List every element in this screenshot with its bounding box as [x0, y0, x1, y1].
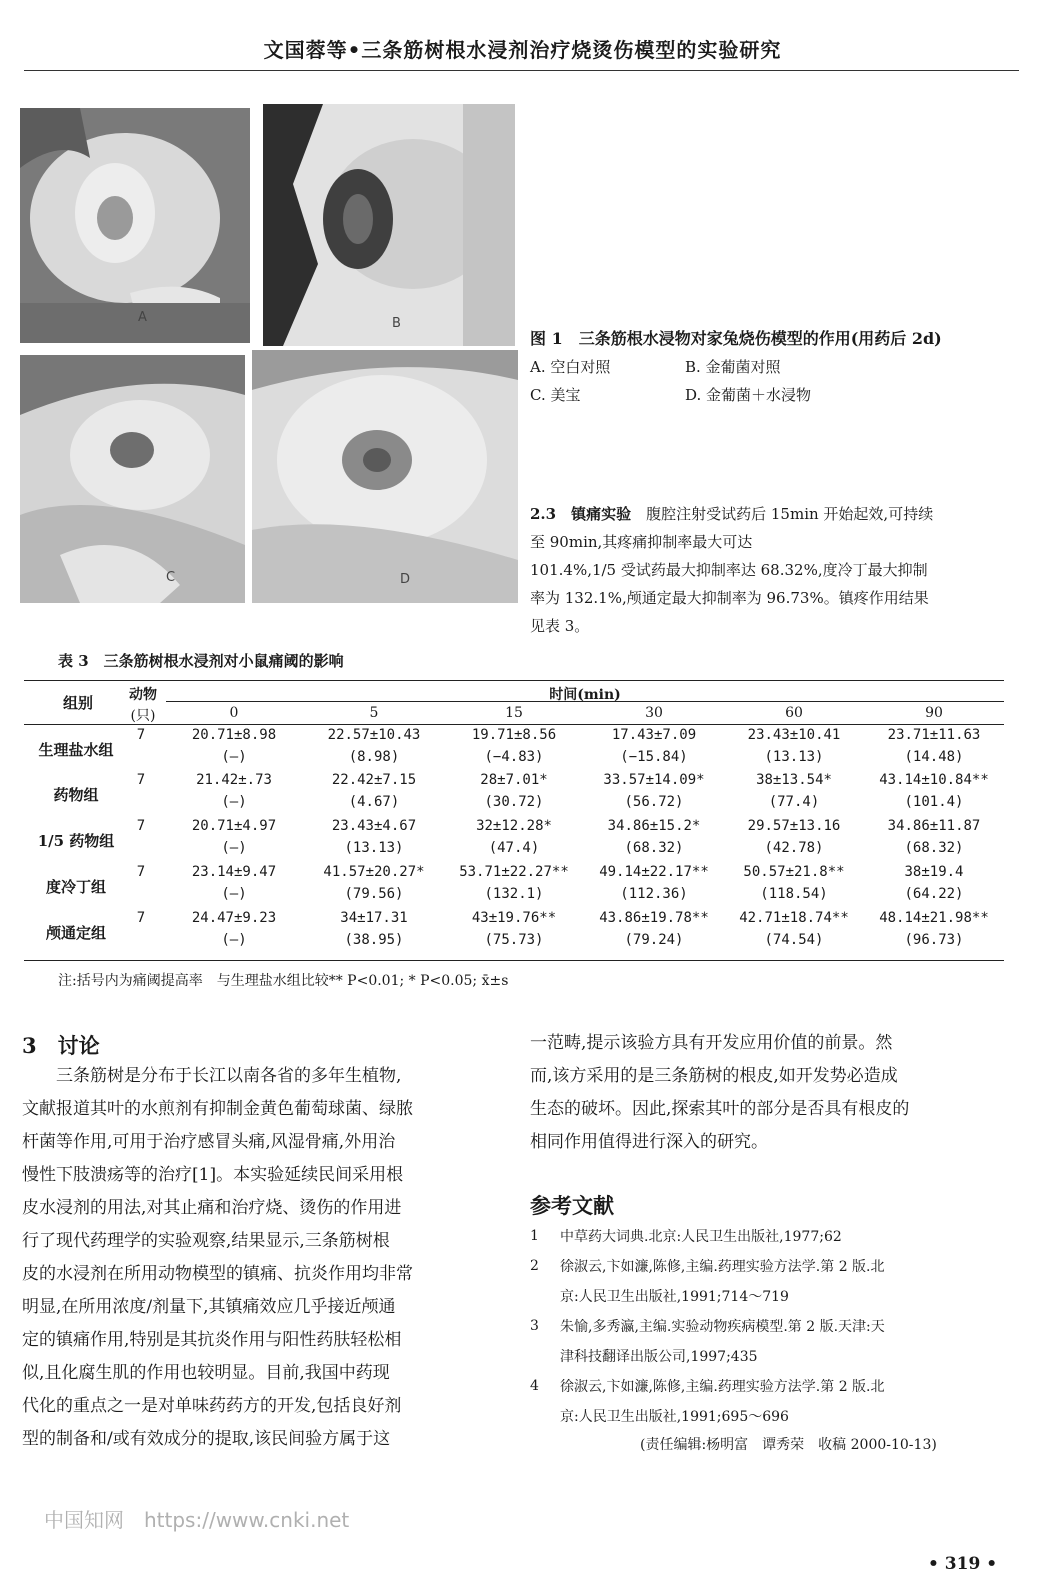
- group-label: 1/5 药物组: [37, 832, 115, 850]
- pain-threshold-rate-cell: (68.32): [904, 840, 964, 856]
- pain-threshold-rate-cell: (14.48): [904, 749, 964, 765]
- mean-sd-cell: 22.57±10.43: [327, 727, 421, 743]
- pain-threshold-rate-cell: (−4.83): [484, 749, 544, 765]
- mean-sd-cell: 23.43±10.41: [747, 727, 841, 743]
- mean-sd-cell: 38±13.54*: [756, 772, 832, 788]
- editor-line: (责任编辑:杨明富 谭秀荣 收稿 2000-10-13): [640, 1437, 937, 1453]
- table-header-group: 组别: [62, 694, 93, 712]
- mean-sd-cell: 23.14±9.47: [191, 864, 277, 880]
- text-line: 生态的破坏。因此,探索其叶的部分是否具有根皮的: [530, 1099, 910, 1119]
- reference-line: 徐淑云,卞如濂,陈修,主编.药理实验方法学.第 2 版.北: [560, 1379, 885, 1395]
- mean-sd-cell: 50.57±21.8**: [743, 864, 845, 880]
- mean-sd-cell: 38±19.4: [904, 864, 964, 880]
- mean-sd-cell: 22.42±7.15: [331, 772, 417, 788]
- mean-sd-cell: 33.57±14.09*: [603, 772, 705, 788]
- table-top-rule: [24, 680, 1004, 681]
- table-header-rule: [24, 724, 1004, 725]
- text-line: 皮的水浸剂在所用动物模型的镇痛、抗炎作用均非常: [22, 1264, 413, 1284]
- mean-sd-cell: 19.71±8.56: [471, 727, 557, 743]
- mean-sd-cell: 28±7.01*: [480, 772, 548, 788]
- pain-threshold-rate-cell: (47.4): [488, 840, 540, 856]
- photo-panel-d: [252, 350, 518, 603]
- page-number: • 319 •: [928, 1554, 998, 1574]
- text-line: 型的制备和/或有效成分的提取,该民间验方属于这: [22, 1429, 391, 1449]
- pain-threshold-rate-cell: (56.72): [624, 794, 684, 810]
- text-line: 三条筋树是分布于长江以南各省的多年生植物,: [22, 1066, 402, 1086]
- pain-threshold-rate-cell: (8.98): [348, 749, 400, 765]
- time-point-header: 60: [785, 705, 803, 721]
- pain-threshold-rate-cell: (112.36): [620, 886, 688, 902]
- photo-panel-c: [20, 355, 245, 603]
- pain-threshold-rate-cell: (42.78): [764, 840, 824, 856]
- text-line: 相同作用值得进行深入的研究。: [530, 1132, 768, 1152]
- pain-threshold-rate-cell: (−15.84): [620, 749, 688, 765]
- table-header-animals-unit: (只): [130, 708, 156, 724]
- text-line: 代化的重点之一是对单味药药方的开发,包括良好剂: [22, 1396, 402, 1416]
- mean-sd-cell: 43.86±19.78**: [599, 910, 709, 926]
- mean-sd-cell: 48.14±21.98**: [879, 910, 989, 926]
- pain-threshold-rate-cell: (30.72): [484, 794, 544, 810]
- pain-threshold-rate-cell: (79.24): [624, 932, 684, 948]
- time-point-header: 30: [645, 705, 663, 721]
- mean-sd-cell: 42.71±18.74**: [739, 910, 849, 926]
- text-line: 定的镇痛作用,特别是其抗炎作用与阳性药肤轻松相: [22, 1330, 402, 1350]
- reference-line: 京:人民卫生出版社,1991;695～696: [560, 1409, 789, 1425]
- reference-item: [560, 1312, 885, 1372]
- section-3-heading: 3 讨论: [22, 1033, 100, 1058]
- text-line: 腹腔注射受试药后 15min 开始起效,可持续: [646, 505, 934, 523]
- pain-threshold-rate-cell: (—): [221, 794, 247, 810]
- legend-item: C. 美宝: [530, 386, 581, 404]
- text-line: 文献报道其叶的水煎剂有抑制金黄色葡萄球菌、绿脓: [22, 1099, 413, 1119]
- reference-number: 2: [530, 1258, 539, 1274]
- mean-sd-cell: 17.43±7.09: [611, 727, 697, 743]
- section-2-3: [530, 500, 1025, 640]
- text-line: 一范畴,提示该验方具有开发应用价值的前景。然: [530, 1033, 893, 1053]
- pain-threshold-rate-cell: (—): [221, 840, 247, 856]
- time-point-header: 0: [229, 705, 239, 721]
- mean-sd-cell: 53.71±22.27**: [459, 864, 569, 880]
- mean-sd-cell: 21.42±.73: [196, 772, 272, 788]
- pain-threshold-rate-cell: (96.73): [904, 932, 964, 948]
- cnki-watermark: 中国知网 https://www.cnki.net: [44, 1508, 350, 1532]
- mean-sd-cell: 34±17.31: [340, 910, 408, 926]
- mean-sd-cell: 29.57±13.16: [747, 818, 841, 834]
- mean-sd-cell: 24.47±9.23: [191, 910, 277, 926]
- mean-sd-cell: 34.86±11.87: [887, 818, 981, 834]
- pain-threshold-rate-cell: (74.54): [764, 932, 824, 948]
- mean-sd-cell: 34.86±15.2*: [607, 818, 701, 834]
- pain-threshold-rate-cell: (101.4): [904, 794, 964, 810]
- animal-count-cell: 7: [136, 910, 146, 926]
- figure-caption: 图 1 三条筋根水浸物对家兔烧伤模型的作用(用药后 2d): [530, 329, 942, 348]
- pain-threshold-rate-cell: (—): [221, 749, 247, 765]
- reference-item: [560, 1222, 842, 1252]
- text-line: 慢性下肢溃疡等的治疗[1]。本实验延续民间采用根: [22, 1165, 404, 1185]
- running-head: 文国蓉等•三条筋树根水浸剂治疗烧烫伤模型的实验研究: [263, 38, 782, 62]
- text-line: 杆菌等作用,可用于治疗感冒头痛,风湿骨痛,外用治: [22, 1132, 396, 1152]
- reference-number: 1: [530, 1228, 539, 1244]
- table-bottom-rule: [24, 960, 1004, 961]
- pain-threshold-rate-cell: (—): [221, 886, 247, 902]
- time-point-header: 5: [369, 705, 379, 721]
- panel-letter-c: C: [166, 570, 176, 585]
- time-point-header: 90: [925, 705, 943, 721]
- reference-line: 徐淑云,卞如濂,陈修,主编.药理实验方法学.第 2 版.北: [560, 1259, 885, 1275]
- table-header-time: 时间(min): [549, 687, 621, 703]
- discussion-left-column: [22, 1060, 508, 1456]
- group-label: 生理盐水组: [38, 741, 114, 759]
- reference-number: 3: [530, 1318, 539, 1334]
- mean-sd-cell: 43±19.76**: [471, 910, 557, 926]
- mean-sd-cell: 20.71±4.97: [191, 818, 277, 834]
- text-line: 行了现代药理学的实验观察,结果显示,三条筋树根: [22, 1231, 390, 1251]
- mean-sd-cell: 43.14±10.84**: [879, 772, 989, 788]
- discussion-right-column: [530, 1027, 1022, 1159]
- table-header-animals: 动物: [129, 687, 157, 703]
- reference-number: 4: [530, 1378, 539, 1394]
- table-title: 表 3 三条筋树根水浸剂对小鼠痛阈的影响: [58, 652, 344, 670]
- section-2-3-heading: 2.3 镇痛实验: [530, 505, 632, 523]
- mean-sd-cell: 23.71±11.63: [887, 727, 981, 743]
- pain-threshold-rate-cell: (13.13): [344, 840, 404, 856]
- pain-threshold-rate-cell: (68.32): [624, 840, 684, 856]
- reference-line: 京:人民卫生出版社,1991;714～719: [560, 1289, 789, 1305]
- pain-threshold-rate-cell: (—): [221, 932, 247, 948]
- pain-threshold-rate-cell: (77.4): [768, 794, 820, 810]
- mean-sd-cell: 23.43±4.67: [331, 818, 417, 834]
- mean-sd-cell: 20.71±8.98: [191, 727, 277, 743]
- mean-sd-cell: 32±12.28*: [476, 818, 552, 834]
- animal-count-cell: 7: [136, 772, 146, 788]
- references-heading: 参考文献: [530, 1193, 614, 1218]
- text-line: 见表 3。: [530, 617, 590, 635]
- reference-item: [560, 1372, 885, 1432]
- text-line: 似,且化腐生肌的作用也较明显。目前,我国中药现: [22, 1363, 390, 1383]
- reference-line: 朱愉,多秀瀛,主编.实验动物疾病模型.第 2 版.天津:天: [560, 1319, 885, 1335]
- reference-line: 津科技翻译出版公司,1997;435: [560, 1349, 758, 1365]
- panel-letter-a: A: [138, 310, 147, 325]
- panel-letter-b: B: [392, 316, 401, 331]
- reference-line: 中草药大词典.北京:人民卫生出版社,1977;62: [560, 1229, 842, 1245]
- group-label: 颅通定组: [45, 924, 106, 942]
- group-label: 药物组: [53, 786, 99, 804]
- header-rule: [24, 70, 1019, 71]
- photo-panel-a: [20, 108, 250, 343]
- reference-item: [560, 1252, 885, 1312]
- legend-item: D. 金葡菌＋水浸物: [685, 386, 812, 404]
- text-line: 皮水浸剂的用法,对其止痛和治疗烧、烫伤的作用进: [22, 1198, 402, 1218]
- group-label: 度冷丁组: [45, 878, 106, 896]
- photo-panel-b: [263, 104, 515, 346]
- table-note: 注:括号内为痛阈提高率 与生理盐水组比较** P<0.01; * P<0.05; x̄±s: [58, 973, 509, 989]
- pain-threshold-rate-cell: (64.22): [904, 886, 964, 902]
- animal-count-cell: 7: [136, 864, 146, 880]
- time-point-header: 15: [505, 705, 523, 721]
- pain-threshold-rate-cell: (132.1): [484, 886, 544, 902]
- text-line: 率为 132.1%,颅通定最大抑制率为 96.73%。镇疼作用结果: [530, 589, 929, 607]
- pain-threshold-rate-cell: (4.67): [348, 794, 400, 810]
- animal-count-cell: 7: [136, 727, 146, 743]
- legend-item: A. 空白对照: [530, 358, 611, 376]
- pain-threshold-rate-cell: (75.73): [484, 932, 544, 948]
- text-line: 明显,在所用浓度/剂量下,其镇痛效应几乎接近颅通: [22, 1297, 396, 1317]
- mean-sd-cell: 41.57±20.27*: [323, 864, 425, 880]
- legend-item: B. 金葡菌对照: [685, 358, 781, 376]
- animal-count-cell: 7: [136, 818, 146, 834]
- pain-threshold-rate-cell: (118.54): [760, 886, 828, 902]
- pain-threshold-rate-cell: (38.95): [344, 932, 404, 948]
- mean-sd-cell: 49.14±22.17**: [599, 864, 709, 880]
- text-line: 至 90min,其疼痛抑制率最大可达: [530, 533, 753, 551]
- text-line: 而,该方采用的是三条筋树的根皮,如开发势必造成: [530, 1066, 898, 1086]
- pain-threshold-rate-cell: (79.56): [344, 886, 404, 902]
- pain-threshold-rate-cell: (13.13): [764, 749, 824, 765]
- panel-letter-d: D: [400, 572, 411, 587]
- text-line: 101.4%,1/5 受试药最大抑制率达 68.32%,度冷丁最大抑制: [530, 561, 928, 579]
